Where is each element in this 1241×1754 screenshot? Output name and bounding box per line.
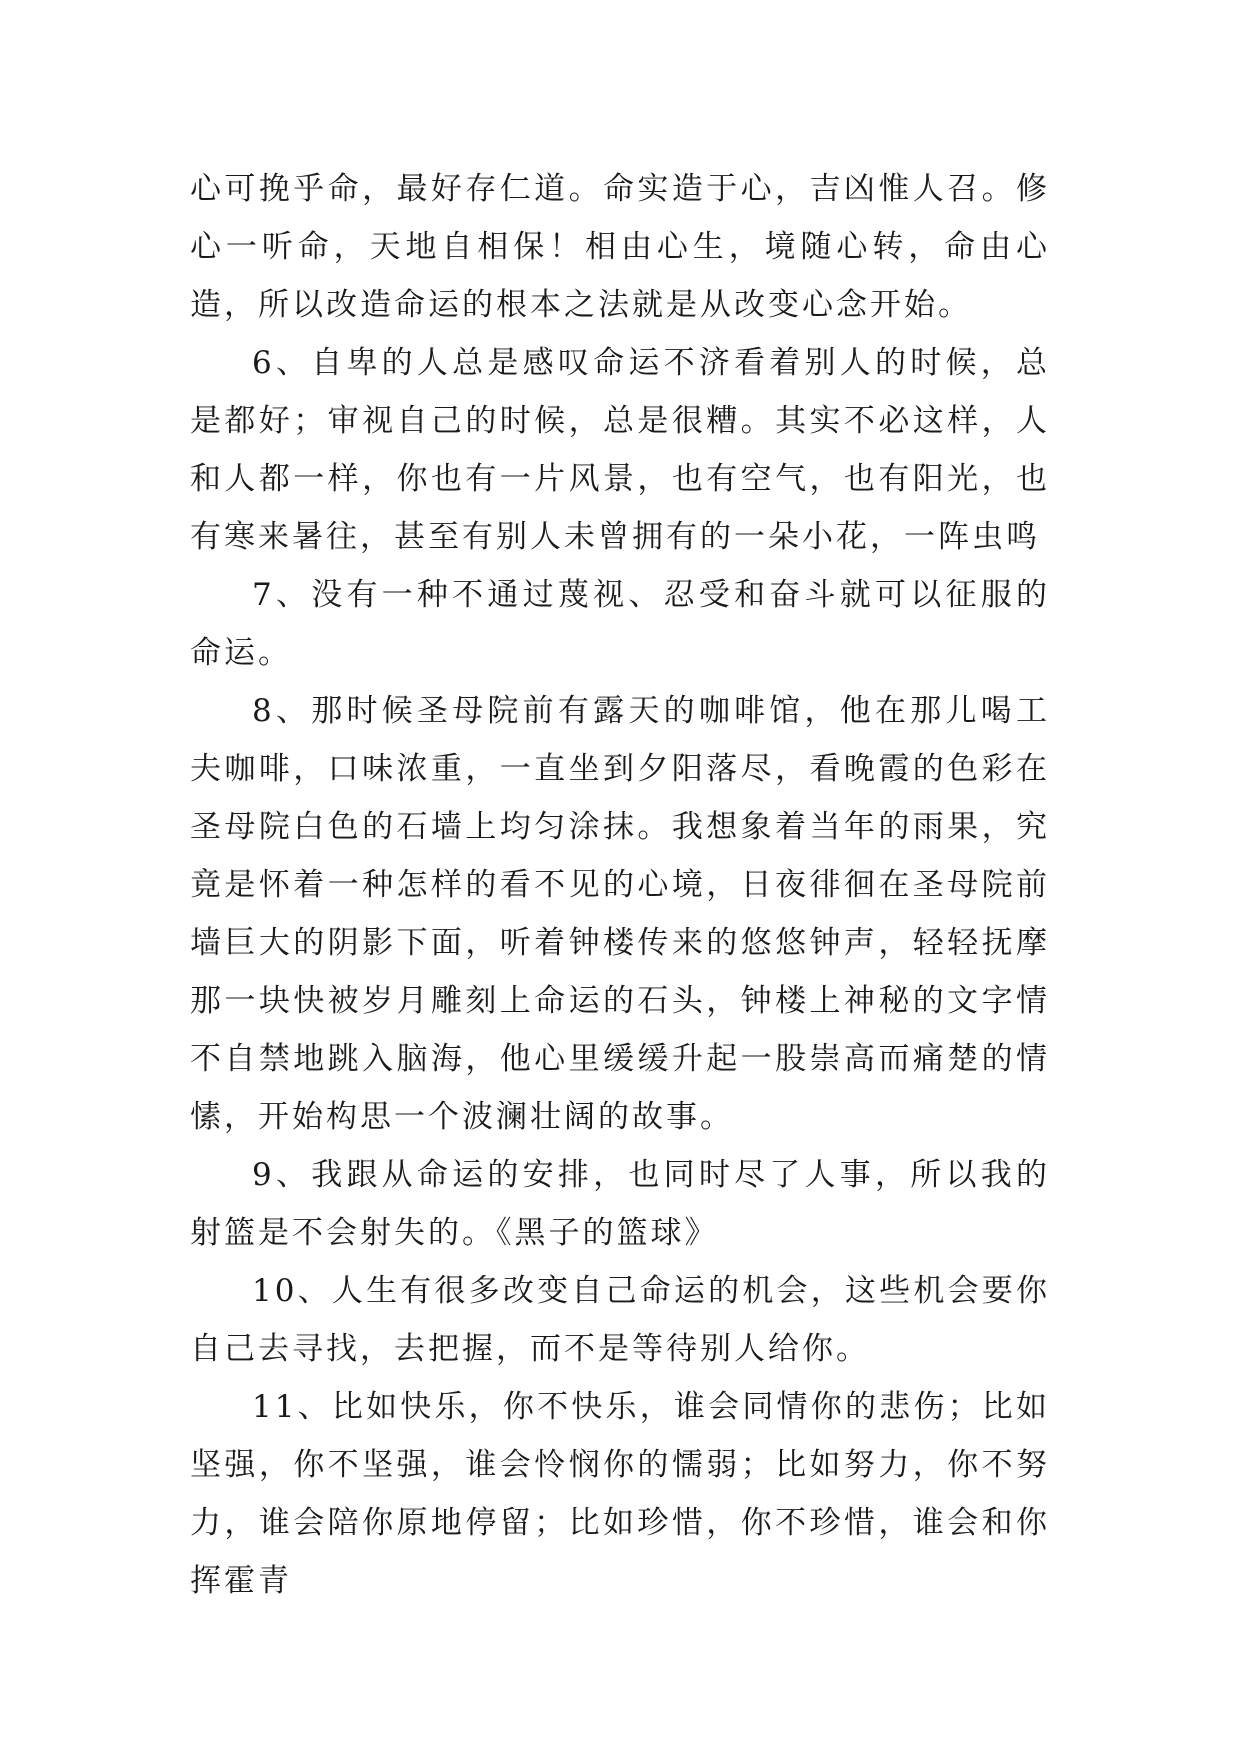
paragraph-intro: 心可挽乎命，最好存仁道。命实造于心，吉凶惟人召。修心一听命，天地自相保！相由心生，境随心转，命由心造，所以改造命运的根本之法就是从改变心念开始。 [190, 171, 1050, 323]
paragraph-8: 8、那时候圣母院前有露天的咖啡馆，他在那儿喝工夫咖啡，口味浓重，一直坐到夕阳落尽，看晚霞的色彩在圣母院白色的石墙上均匀涂抹。我想象着当年的雨果，究竟是怀着一种怎样的看不见的心境，日夜徘徊在圣母院前墙巨大的阴影下面，听着钟楼传来的悠悠钟声，轻轻抚摩那一块快被岁月雕刻上命运的石头，钟楼上神秘的文字情不自禁地跳入脑海，他心里缓缓升起一股崇高而痛楚的情愫，开始构思一个波澜壮阔的故事。 [190, 693, 1050, 1135]
paragraph-11: 11、比如快乐，你不快乐，谁会同情你的悲伤；比如坚强，你不坚强，谁会怜悯你的懦弱；比如努力，你不努力，谁会陪你原地停留；比如珍惜，你不珍惜，谁会和你挥霍青 [190, 1389, 1050, 1599]
paragraph-7: 7、没有一种不通过蔑视、忍受和奋斗就可以征服的命运。 [190, 577, 1050, 671]
paragraph-10: 10、人生有很多改变自己命运的机会，这些机会要你自己去寻找，去把握，而不是等待别人给你。 [190, 1273, 1050, 1367]
document-body [190, 160, 1050, 1610]
paragraph-9: 9、我跟从命运的安排，也同时尽了人事，所以我的射篮是不会射失的。《黑子的篮球》 [190, 1157, 1050, 1251]
paragraph-6: 6、自卑的人总是感叹命运不济看着别人的时候，总是都好；审视自己的时候，总是很糟。其实不必这样，人和人都一样，你也有一片风景，也有空气，也有阳光，也有寒来暑往，甚至有别人未曾拥有的一朵小花，一阵虫鸣 [190, 345, 1050, 555]
